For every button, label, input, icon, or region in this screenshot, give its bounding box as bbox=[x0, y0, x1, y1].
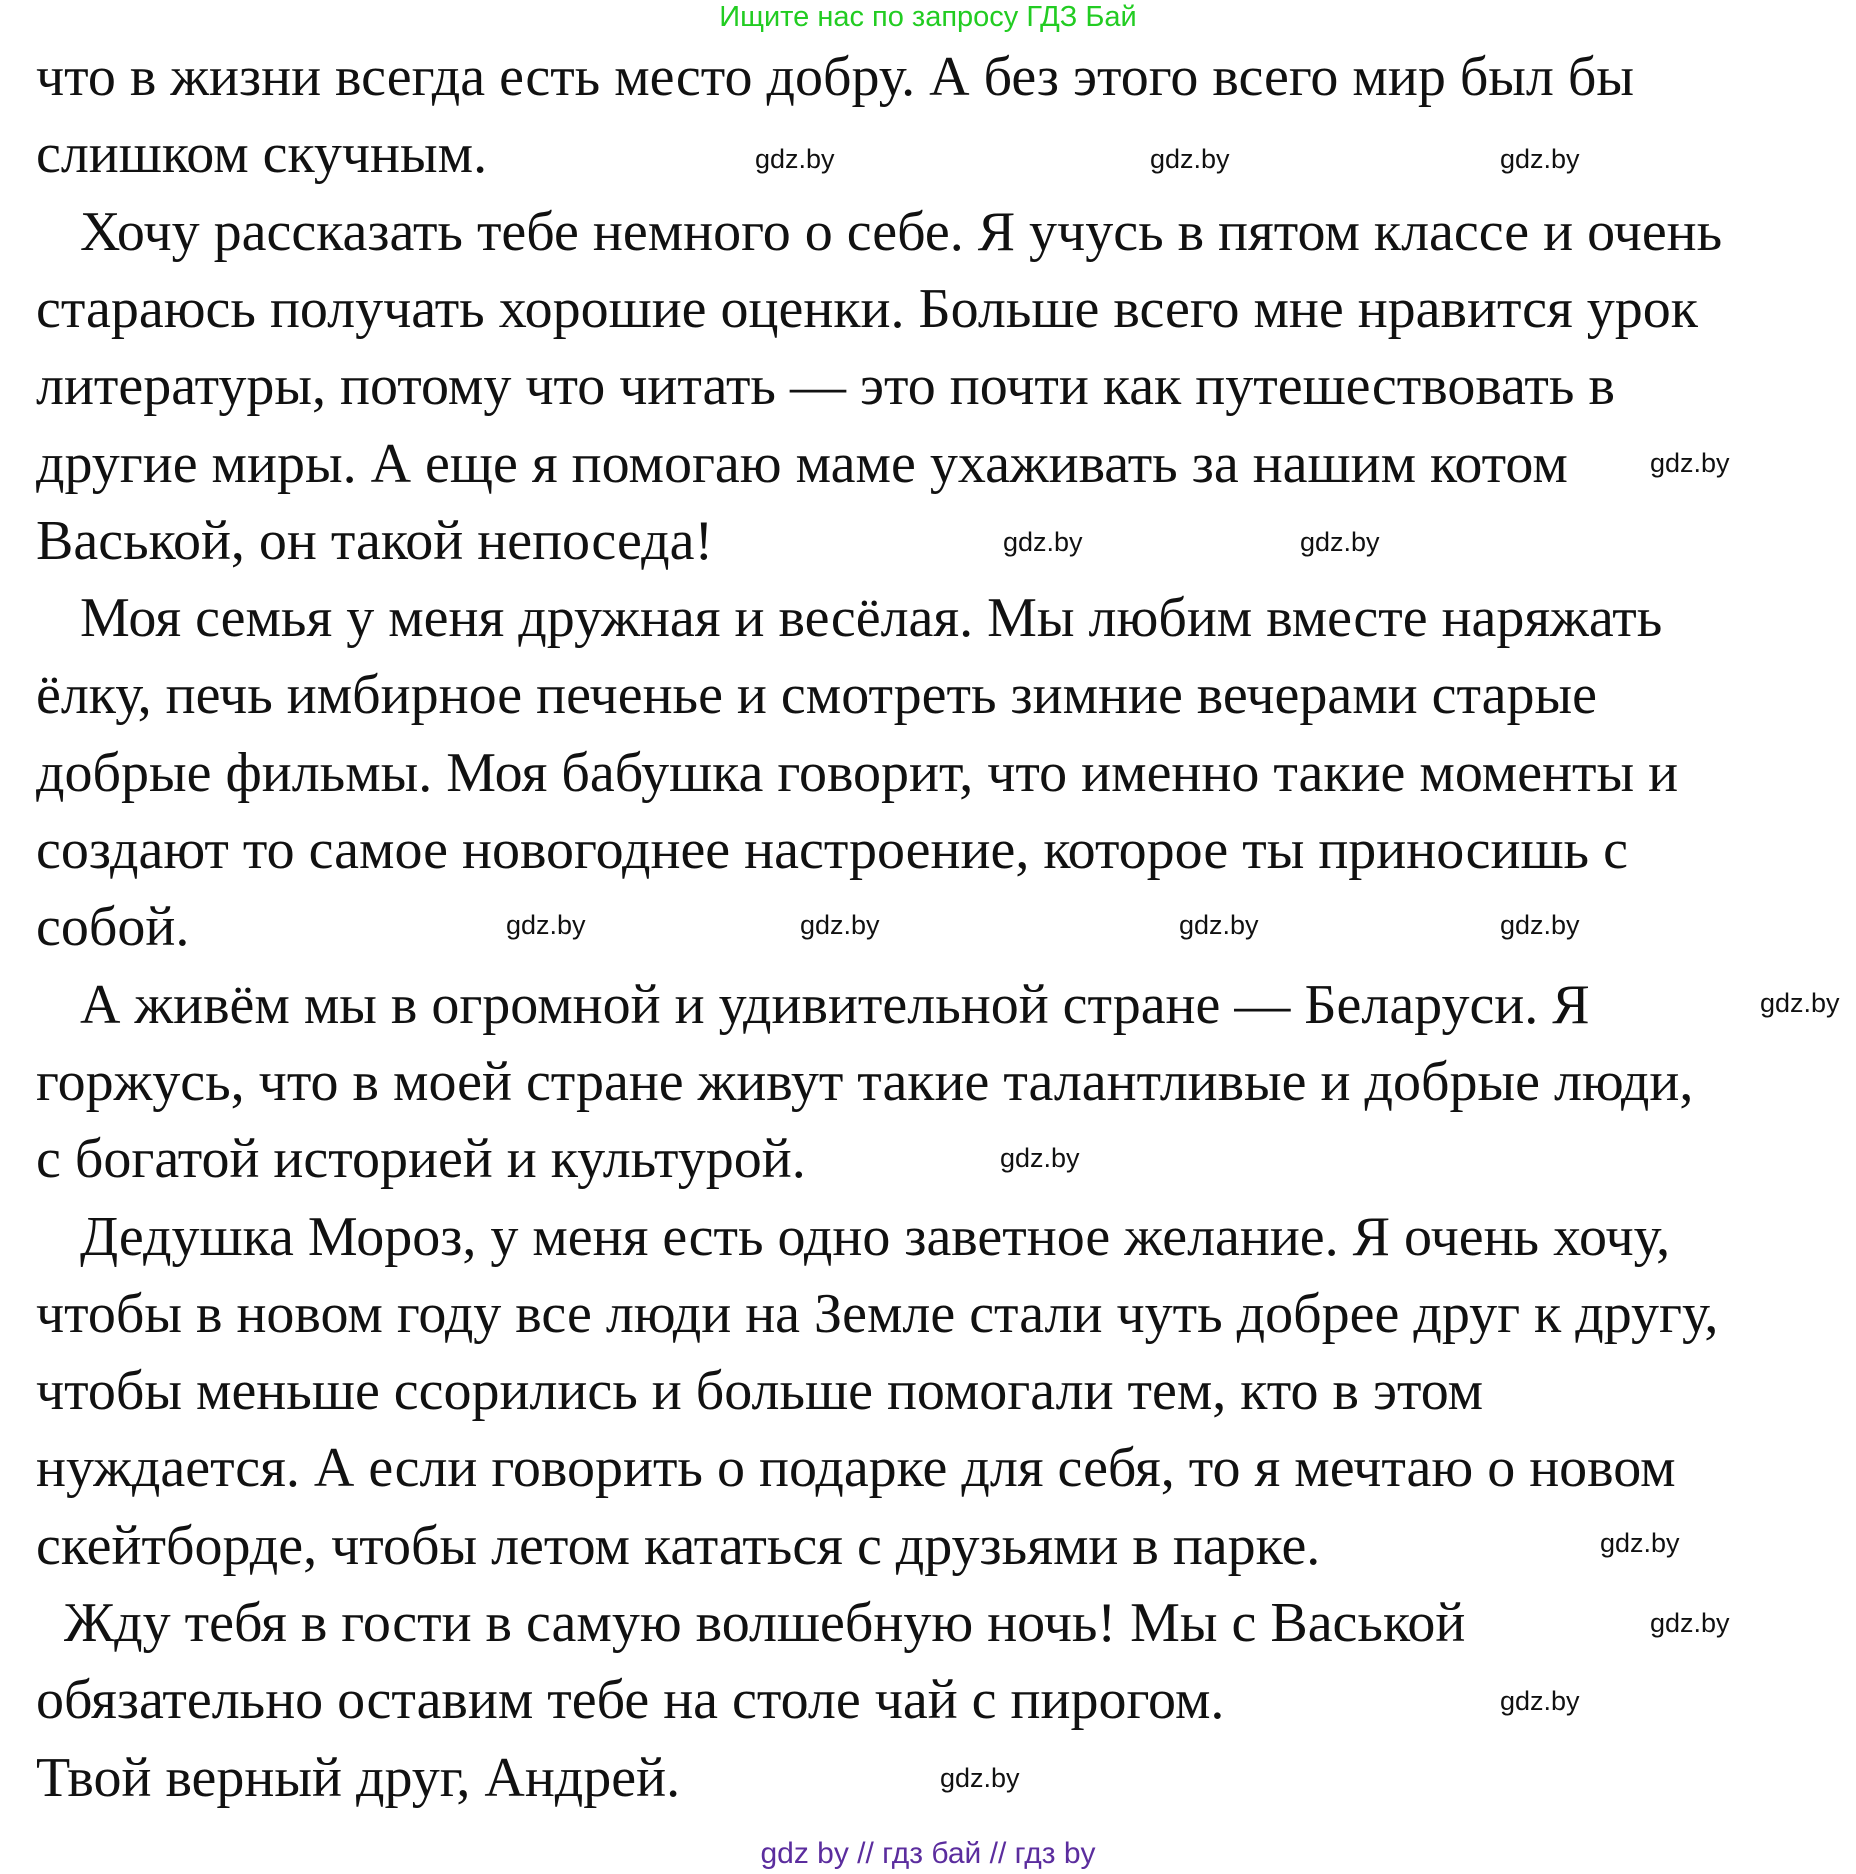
text-line: горжусь, что в моей стране живут такие талантливые и добрые люди, bbox=[36, 1050, 1694, 1113]
watermark: gdz.by bbox=[1179, 910, 1259, 940]
watermark: gdz.by bbox=[1150, 144, 1230, 174]
text-line: Моя семья у меня дружная и весёлая. Мы любим вместе наряжать bbox=[80, 587, 1663, 650]
text-line: литературы, потому что читать — это почти как путешествовать в bbox=[36, 355, 1615, 418]
watermark: gdz.by bbox=[1300, 527, 1380, 557]
watermark: gdz.by bbox=[1650, 448, 1730, 478]
text-line: обязательно оставим тебе на столе чай с пирогом. bbox=[36, 1669, 1225, 1732]
watermark: gdz.by bbox=[1500, 1686, 1580, 1716]
text-line: слишком скучным. bbox=[36, 123, 488, 186]
text-line: Твой верный друг, Андрей. bbox=[36, 1746, 681, 1809]
text-line: чтобы меньше ссорились и больше помогали тем, кто в этом bbox=[36, 1360, 1484, 1423]
text-line: собой. bbox=[36, 896, 190, 959]
text-line: что в жизни всегда есть место добру. А без этого всего мир был бы bbox=[36, 46, 1634, 108]
footer-watermark: gdz by // гдз бай // гдз by bbox=[760, 1837, 1096, 1870]
text-line: А живём мы в огромной и удивительной стране — Беларуси. Я bbox=[80, 973, 1590, 1036]
text-line: Дедушка Мороз, у меня есть одно заветное желание. Я очень хочу, bbox=[80, 1205, 1671, 1268]
text-line: другие миры. А еще я помогаю маме ухаживать за нашим котом bbox=[36, 432, 1568, 495]
text-line: скейтборде, чтобы летом кататься с друзьями в парке. bbox=[36, 1514, 1321, 1577]
watermark: gdz.by bbox=[755, 144, 835, 174]
watermark: gdz.by bbox=[1650, 1608, 1730, 1638]
text-line: Хочу рассказать тебе немного о себе. Я учусь в пятом классе и очень bbox=[80, 200, 1723, 263]
watermark: gdz.by bbox=[800, 910, 880, 940]
text-line: Васькой, он такой непоседа! bbox=[36, 509, 714, 572]
watermark: gdz.by bbox=[1500, 910, 1580, 940]
watermark: gdz.by bbox=[940, 1763, 1020, 1793]
watermark: gdz.by bbox=[1003, 527, 1083, 557]
text-line: ёлку, печь имбирное печенье и смотреть зимние вечерами старые bbox=[36, 664, 1597, 727]
watermark: gdz.by bbox=[506, 910, 586, 940]
watermark: gdz.by bbox=[1500, 144, 1580, 174]
text-line: Жду тебя в гости в самую волшебную ночь! Мы с Васькой bbox=[64, 1592, 1466, 1654]
watermark: gdz.by bbox=[1000, 1143, 1080, 1173]
search-hint-banner: Ищите нас по запросу ГДЗ Бай bbox=[719, 1, 1137, 33]
text-line: нуждается. А если говорить о подарке для себя, то я мечтаю о новом bbox=[36, 1437, 1676, 1500]
text-line: с богатой историей и культурой. bbox=[36, 1128, 806, 1191]
text-line: стараюсь получать хорошие оценки. Больше всего мне нравится урок bbox=[36, 277, 1698, 340]
text-line: чтобы в новом году все люди на Земле стали чуть добрее друг к другу, bbox=[36, 1282, 1719, 1345]
watermark: gdz.by bbox=[1760, 988, 1840, 1018]
text-line: добрые фильмы. Моя бабушка говорит, что именно такие моменты и bbox=[36, 741, 1679, 804]
watermark: gdz.by bbox=[1600, 1528, 1680, 1558]
text-line: создают то самое новогоднее настроение, которое ты приносишь с bbox=[36, 819, 1628, 881]
